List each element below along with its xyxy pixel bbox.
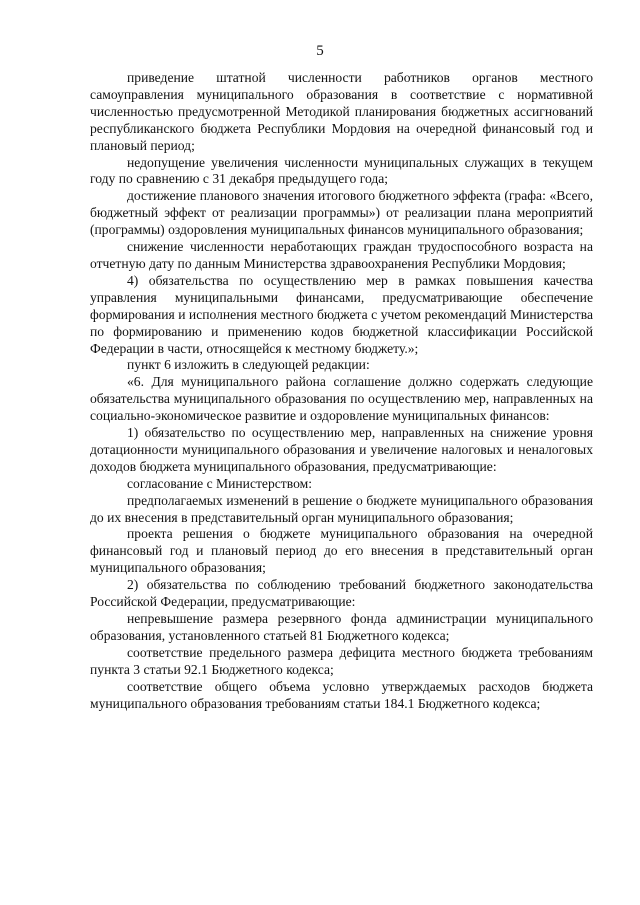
paragraph: снижение численности неработающих граждан трудоспособного возраста на отчетную дату по данным Министерства здравоохранения Республики Мордовия;: [90, 239, 593, 271]
page-number: 5: [316, 43, 324, 59]
paragraph: 4) обязательства по осуществлению мер в рамках повышения качества управления муниципальными финансами, предусматривающие обеспечение формирования и исполнения местного бюджета с учетом рекомендаций Министерства по формированию и применению кодов бюджетной классификации Российской Федерации в части, относящейся к местному бюджету.»;: [90, 272, 593, 356]
paragraph: 2) обязательства по соблюдению требований бюджетного законодательства Российской Федерации, предусматривающие:: [90, 577, 593, 610]
paragraph: предполагаемых изменений в решение о бюджете муниципального образования до их внесения в представительный орган муниципального образования;: [90, 492, 593, 525]
document-body: [90, 70, 593, 712]
paragraph: соответствие предельного размера дефицита местного бюджета требованиям пункта 3 статьи 92.1 Бюджетного кодекса;: [90, 644, 593, 677]
paragraph: согласование с Министерством:: [127, 475, 312, 491]
paragraph: проекта решения о бюджете муниципального образования на очередной финансовый год и плановый период до его внесения в представительный орган муниципального образования;: [90, 526, 593, 576]
paragraph: соответствие общего объема условно утверждаемых расходов бюджета муниципального образования требованиям статьи 184.1 Бюджетного кодекса;: [90, 678, 593, 711]
paragraph: приведение штатной численности работников органов местного самоуправления муниципального образования в соответствие с нормативной численностью предусмотренной Методикой планирования бюджетных ассигнований республиканского бюджета Республики Мордовия на очередной финансовый год и плановый период;: [90, 70, 593, 153]
paragraph: недопущение увеличения численности муниципальных служащих в текущем году по сравнению с 31 декабря предыдущего года;: [90, 154, 593, 187]
paragraph: «6. Для муниципального района соглашение должно содержать следующие обязательства муниципального образования по осуществлению мер, направленных на социально-экономическое развитие и оздоровление муниципальных финансов:: [90, 374, 593, 424]
paragraph: 1) обязательство по осуществлению мер, направленных на снижение уровня дотационности муниципального образования и увеличение налоговых и неналоговых доходов бюджета муниципального образования, предусматривающие:: [90, 425, 593, 474]
paragraph: достижение планового значения итогового бюджетного эффекта (графа: «Всего, бюджетный эффект от реализации программы») от реализации плана мероприятий (программы) оздоровления муниципальных финансов муниципального образования;: [90, 188, 593, 238]
paragraph: непревышение размера резервного фонда администрации муниципального образования, установленного статьей 81 Бюджетного кодекса;: [90, 611, 593, 643]
paragraph: пункт 6 изложить в следующей редакции:: [127, 357, 370, 373]
